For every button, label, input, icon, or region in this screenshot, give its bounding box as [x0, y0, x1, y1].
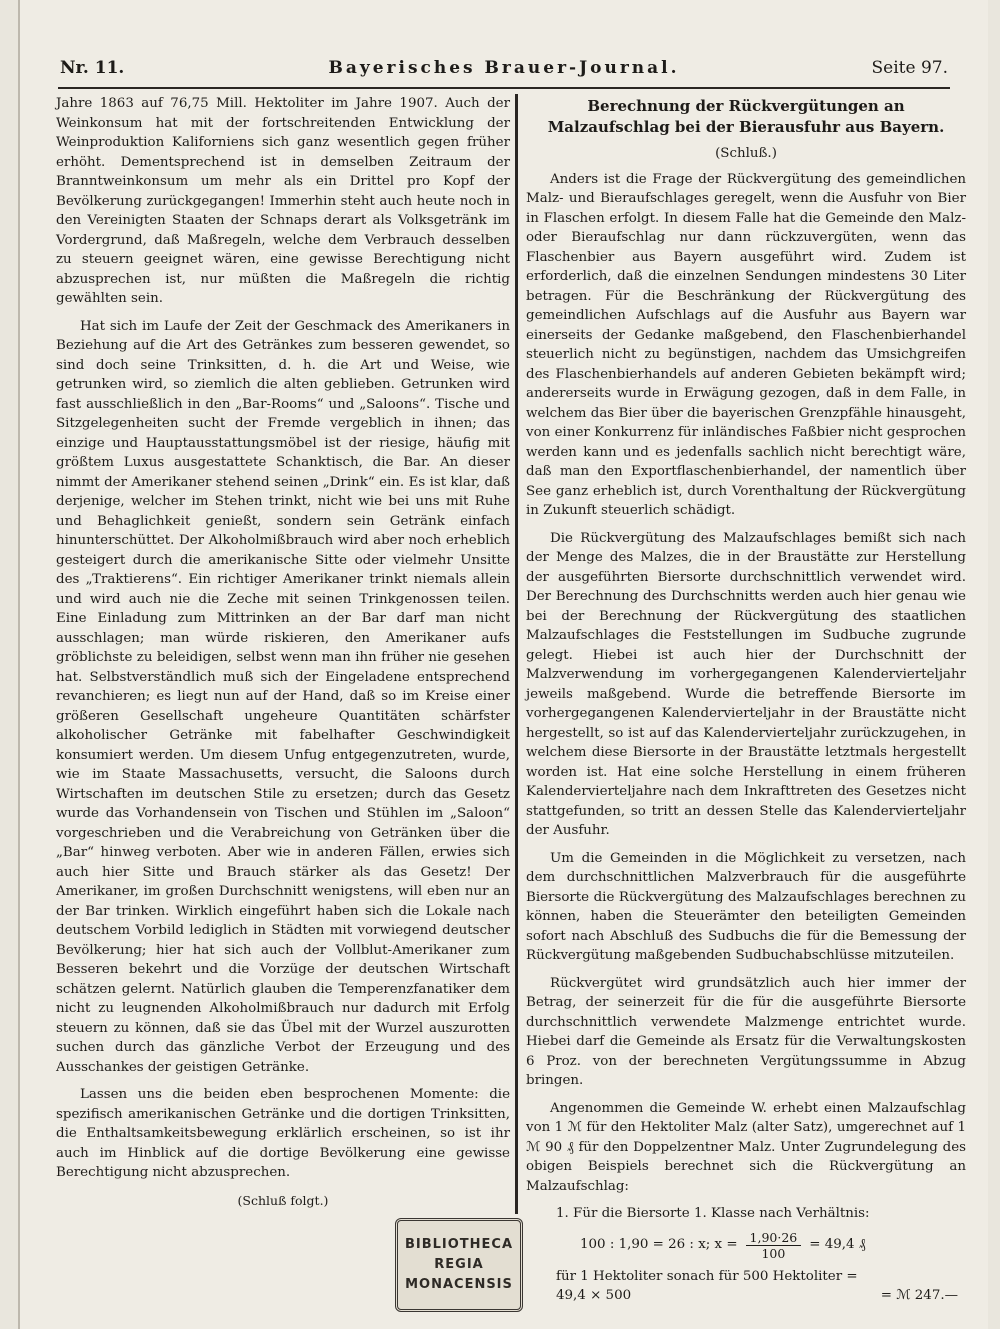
formula-result: = 49,4 ₰ [809, 1237, 866, 1253]
stamp-line: REGIA [434, 1257, 484, 1272]
total-result-row [556, 1286, 966, 1306]
left-column [56, 94, 510, 1210]
total-line: für 1 Hektoliter sonach für 500 Hektoliter = [556, 1268, 858, 1284]
fraction-numerator: 1,90·26 [746, 1230, 802, 1246]
fraction-denominator: 100 [761, 1245, 786, 1261]
stamp-line: MONACENSIS [405, 1277, 513, 1292]
paragraph: Jahre 1863 auf 76,75 Mill. Hektoliter im Jahre 1907. Auch der Weinkonsum hat mit der fortschreitenden Entwicklung der Weinproduktion Kaliforniens sich ganz wesentlich gegen früher erhöht. Dementsprechend ist in demselben Zeitraum der Branntweinkonsum um mehr als ein Drittel pro Kopf der Bevölkerung zurückgegangen! Immerhin steht auch heute noch in den Vereinigten Staaten der Schnaps derart als Volksgetränk im Vordergrund, daß Maßregeln, welche dem Verbrauch desselben zu steuern geeignet wären, eine gewisse Berechtigung nicht abzusprechen ist, nur müßten die Maßregeln die richtig gewählten sein. [56, 96, 510, 306]
paragraph: Hat sich im Laufe der Zeit der Geschmack des Amerikaners in Beziehung auf die Art des Getränkes zum besseren gewendet, so sind doch seine Trinksitten, d. h. die Art und Weise, wie getrunken wird, so ziemlich die alten geblieben. Getrunken wird fast ausschließlich in den „Bar-Rooms“ und „Saloons“. Tische und Sitzgelegenheiten sucht der Fremde vergeblich in ihnen; das einzige und Hauptausstattungsmöbel ist der riesige, häufig mit größtem Luxus ausgestattete Schanktisch, die Bar. An dieser nimmt der Amerikaner stehend seinen „Drink“ ein. Es ist klar, daß derjenige, welcher im Stehen trinkt, nicht wie bei uns mit Ruhe und Behaglichkeit genießt, sondern sein Getränk einfach hinunterschüttet. Der Alkoholmißbrauch wird aber noch erheblich gesteigert durch die amerikanische Sitte oder vielmehr Unsitte des „Traktierens“. Ein richtiger Amerikaner trinkt niemals allein und wird auch nie die Zeche mit seinen Trinkgenossen teilen. Eine Einladung zum Mittrinken an der Bar darf man nicht ausschlagen; man würde riskieren, den Amerikaner aufs gröblichste zu beleidigen, selbst wenn man ihn früher nie gesehen hat. Selbstverständlich muß sich der Eingeladene entsprechend revanchieren; es liegt nun auf der Hand, daß so im Kreise einer größeren Gesellschaft ungeheure Quantitäten schärfster alkoholischer Getränke mit fabelhafter Geschwindigkeit konsumiert werden. Um diesem Unfug entgegenzutreten, wurde, wie im Staate Massachusetts, versucht, die Saloons durch Wirtschaften im deutschen Stile zu ersetzen; durch das Gesetz wurde das Vorhandensein von Tischen und Stühlen im „Saloon“ vorgeschrieben und die Verabreichung von Getränken über die „Bar“ hinweg verboten. Aber wie in anderen Fällen, erwies sich auch hier Sitte und Brauch stärker als das Gesetz! Der Amerikaner, im großen Durchschnitt wenigstens, will eben nur an der Bar trinken. Wirklich eingeführt haben sich die Lokale nach deutschem Vorbild lediglich in Städten mit vorwiegend deutscher Bevölkerung; hier hat sich auch der Vollblut-Amerikaner zum Besseren bekehrt und die Vorzüge der deutschen Wirtschaft schätzen gelernt. Natürlich glauben die Temperenzfanatiker dem nicht zu leugnenden Alkoholmißbrauch nur dadurch mit Erfolg steuern zu können, daß sie das Übel mit der Wurzel auszurotten suchen durch das gänzliche Verbot der Erzeugung und des Ausschankes der geistigen Getränke. [56, 318, 510, 1075]
paragraph: Anders ist die Frage der Rückvergütung des gemeindlichen Malz- und Bieraufschlages geregelt, wenn die Ausfuhr von Bier in Flaschen erfolgt. In diesem Falle hat die Gemeinde den Malz- oder Bieraufschlag nur dann rückzuvergüten, wenn das Flaschenbier aus Bayern ausgeführt wird. Zudem ist erforderlich, daß die einzelnen Sendungen mindestens 30 Liter betragen. Für die Beschränkung der Rückvergütung des gemeindlichen Aufschlags auf die Ausfuhr aus Bayern war einerseits der Gedanke maßgebend, den Flaschenbierhandel steuerlich nicht zu begünstigen, nachdem das Umsichgreifen des Flaschenbierhandels auf anderen Gebieten bekämpft wird; andererseits wurde in Erwägung gezogen, daß in dem Falle, in welchem das Bier über die bayerischen Grenzpfähle hinausgeht, von einer Konkurrenz für inländisches Faßbier nicht gesprochen werden kann und es jedenfalls sachlich nicht berechtigt wäre, daß man den Exportflaschenbierhandel, der namentlich über See ganz erheblich ist, durch Vorenthaltung der Rückvergütung in Zukunft steuerlich schädigt. [526, 171, 966, 518]
article-subtitle: (Schluß.) [715, 146, 777, 161]
paragraph: Rückvergütet wird grundsätzlich auch hier immer der Betrag, der seinerzeit für die für die ausgeführte Biersorte durchschnittlich verwendete Malzmenge entrichtet wurde. Hiebei darf die Gemeinde als Ersatz für die Verwaltungskosten 6 Proz. von der berechneten Vergütungssumme in Abzug bringen. [526, 975, 966, 1088]
journal-masthead: Bayerisches Brauer-Journal. [328, 58, 680, 78]
total-product: 49,4 × 500 [556, 1288, 632, 1303]
header-rule [58, 87, 950, 89]
paragraph: Lassen uns die beiden eben besprochenen Momente: die spezifisch amerikanischen Getränke und die dortigen Trinksitten, die Enthaltsamkeitsbewegung erklärlich erscheinen, so ist ihr auch im Hinblick auf die dortige Bevölkerung eine gewisse Berechtigung nicht abzusprechen. [56, 1087, 510, 1180]
formula [580, 1230, 966, 1261]
paragraph: Um die Gemeinden in die Möglichkeit zu versetzen, nach dem durchschnittlichen Malzverbrauch für die ausgeführte Biersorte die Rückvergütung des Malzaufschlages berechnen zu können, haben die Steuerämter den beteiligten Gemeinden sofort nach Abschluß des Sudbuchs die für die Bemessung der Rückvergütung maßgebenden Sudbuchabschlüsse mitzuteilen. [526, 850, 966, 963]
page-number: Seite 97. [871, 58, 948, 78]
formula-fraction [746, 1230, 802, 1261]
article-signoff: (Schluß folgt.) [237, 1192, 329, 1208]
issue-number: Nr. 11. [60, 58, 125, 78]
total-amount: = ℳ 247.— [880, 1288, 958, 1303]
right-column [526, 94, 966, 1306]
example-item: 1. Für die Biersorte 1. Klasse nach Verhältnis: [556, 1206, 870, 1221]
page-header [60, 58, 948, 84]
column-divider [515, 94, 518, 1214]
paragraph: Die Rückvergütung des Malzaufschlages bemißt sich nach der Menge des Malzes, die in der Braustätte zur Herstellung der ausgeführten Biersorte durchschnittlich verwendet wird. Der Berechnung des Durchschnitts werden auch hier genau wie bei der Berechnung der Rückvergütung des staatlichen Malzaufschlages die Feststellungen im Sudbuche zugrunde gelegt. Hiebei ist auch hier der Durchschnitt der Malzverwendung im vorhergegangenen Kalendervierteljahr jeweils maßgebend. Wurde die betreffende Biersorte im vorhergegangenen Kalendervierteljahr in der Braustätte nicht hergestellt, so ist auf das Kalendervierteljahr zurückzugehen, in welchem diese Biersorte in der Braustätte letztmals hergestellt worden ist. Hat eine solche Herstellung in einem früheren Kalendervierteljahre nach dem Inkrafttreten des Gesetzes nicht stattgefunden, so tritt an dessen Stelle das Kalendervierteljahr der Ausfuhr. [526, 530, 966, 838]
library-stamp [395, 1218, 523, 1312]
journal-page [18, 0, 988, 1329]
stamp-line: BIBLIOTHECA [404, 1237, 514, 1252]
paragraph: Angenommen die Gemeinde W. erhebt einen Malzaufschlag von 1 ℳ für den Hektoliter Malz (alter Satz), umgerechnet auf 1 ℳ 90 ₰ für den Doppelzentner Malz. Unter Zugrundelegung des obigen Beispiels berechnet sich die Rückvergütung an Malzaufschlag: [526, 1100, 966, 1194]
calculation-example [526, 1204, 966, 1306]
formula-lhs: 100 : 1,90 = 26 : x; x = [580, 1237, 738, 1253]
article-title: Berechnung der Rückvergütungen an Malzaufschlag bei der Bierausfuhr aus Bayern. [547, 97, 945, 136]
